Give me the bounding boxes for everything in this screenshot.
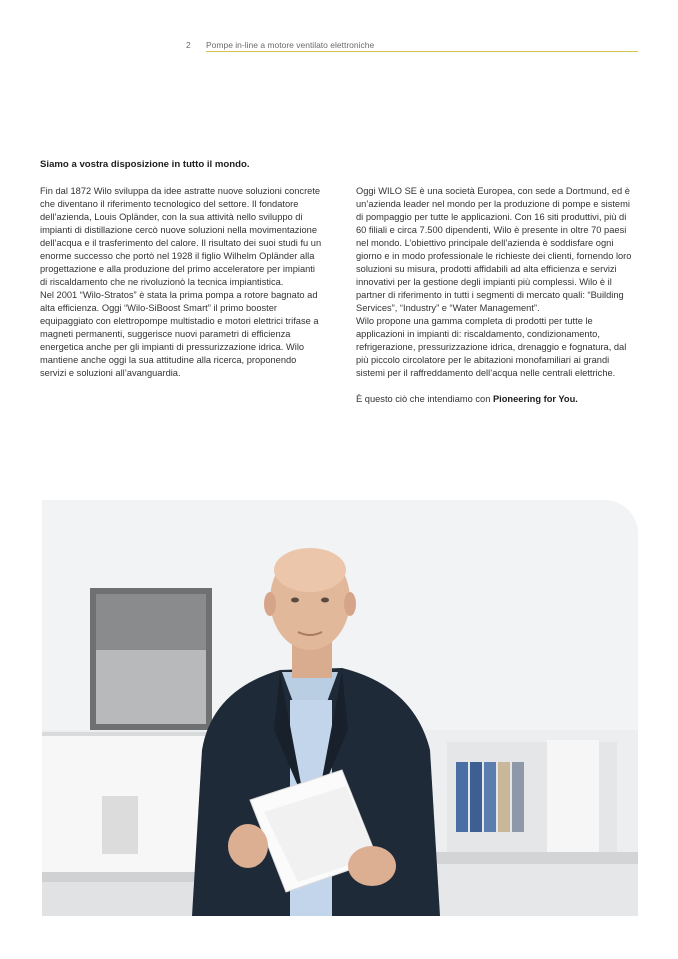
left-text-column [40, 185, 324, 380]
innovation-paragraph: Nel 2001 “Wilo-Stratos” è stata la prima pompa a rotore bagnato ad alta efficienza. Oggi “Wilo-SiBoost Smart” il primo booster equipaggiato con elettropompe multistadio e motori elettrici trifase a magneti permanenti, suggerisce nuovi parametri di efficienza energetica anche per gli impianti di pressurizzazione idrica. Wilo mantiene anche oggi la sua attitudine alla ricerca, proponendo servizi e soluzioni all’avanguardia. [40, 290, 319, 378]
photo-binder [456, 762, 468, 832]
photo-monitor-stand [102, 796, 138, 854]
history-paragraph: Fin dal 1872 Wilo sviluppa da idee astratte nuove soluzioni concrete che diventano il riferimento tecnologico del settore. Il fondatore dell’azienda, Louis Opländer, con la sua attività nello sviluppo di impianti di distillazione cercò nuove soluzioni nella movimentazione dell’acqua e il trasferimento del calore. Il risultato dei suoi studi fu un enorme successo che portò nel 1928 il figlio Wilhelm Opländer alla progettazione e alla produzione del primo acceleratore per impianti di riscaldamento che ne rivoluzionò la tecnica impiantistica. [40, 186, 322, 287]
photo-binder [498, 762, 510, 832]
header-title: Pompe in-line a motore ventilato elettroniche [206, 40, 375, 50]
person-eye-right [321, 598, 329, 603]
photo-desk-right-front [422, 864, 638, 916]
right-text-column [356, 185, 639, 406]
person-ear-right [344, 592, 356, 616]
office-photo [42, 500, 638, 916]
person-eye-left [291, 598, 299, 603]
photo-monitor-edge [42, 732, 210, 736]
photo-desk-right [422, 852, 638, 864]
person-forehead [274, 548, 346, 592]
closing-prefix: È questo ciò che intendiamo con [356, 394, 493, 404]
person-hand-right [348, 846, 396, 886]
photo-binder [484, 762, 496, 832]
photo-window-light [96, 650, 206, 724]
person-ear-left [264, 592, 276, 616]
photo-binder [512, 762, 524, 832]
company-paragraph: Oggi WILO SE è una società Europea, con sede a Dortmund, ed è un’azienda leader nel mondo per la produzione di pompe e sistemi di pompaggio per tutte le applicazioni. Con 16 siti produttivi, più di 60 filiali e circa 7.500 dipendenti, Wilo è presente in oltre 70 paesi nel mondo. L’obiettivo principale dell’azienda è soddisfare ogni giorno e in modo professionale le richieste dei clienti, fornendo loro soluzioni su misura, prodotti affidabili ad alta efficienza e servizi innovativi per la gestione degli impianti più complessi. Wilo è il partner di riferimento in tutti i segmenti di mercato quali: “Building Services”, “Industry” e “Water Management”. [356, 186, 632, 313]
page-number: 2 [186, 40, 191, 50]
products-paragraph: Wilo propone una gamma completa di prodotti per tutte le applicazioni in impianti di: riscaldamento, condizionamento, refrigerazione, pressurizzazione idrica, drenaggio e fognatura, dal più piccolo circolatore per le abitazioni monofamiliari ai grandi sistemi per il raffreddamento dell’acqua nelle centrali elettriche. [356, 316, 627, 378]
closing-slogan: Pioneering for You. [492, 394, 578, 404]
person-hand-left [228, 824, 268, 868]
page-header [186, 40, 638, 54]
closing-line [356, 393, 639, 406]
photo-binder [470, 762, 482, 832]
photo-illustration [42, 500, 638, 916]
header-rule [206, 51, 638, 52]
section-heading: Siamo a vostra disposizione in tutto il mondo. [40, 159, 250, 170]
